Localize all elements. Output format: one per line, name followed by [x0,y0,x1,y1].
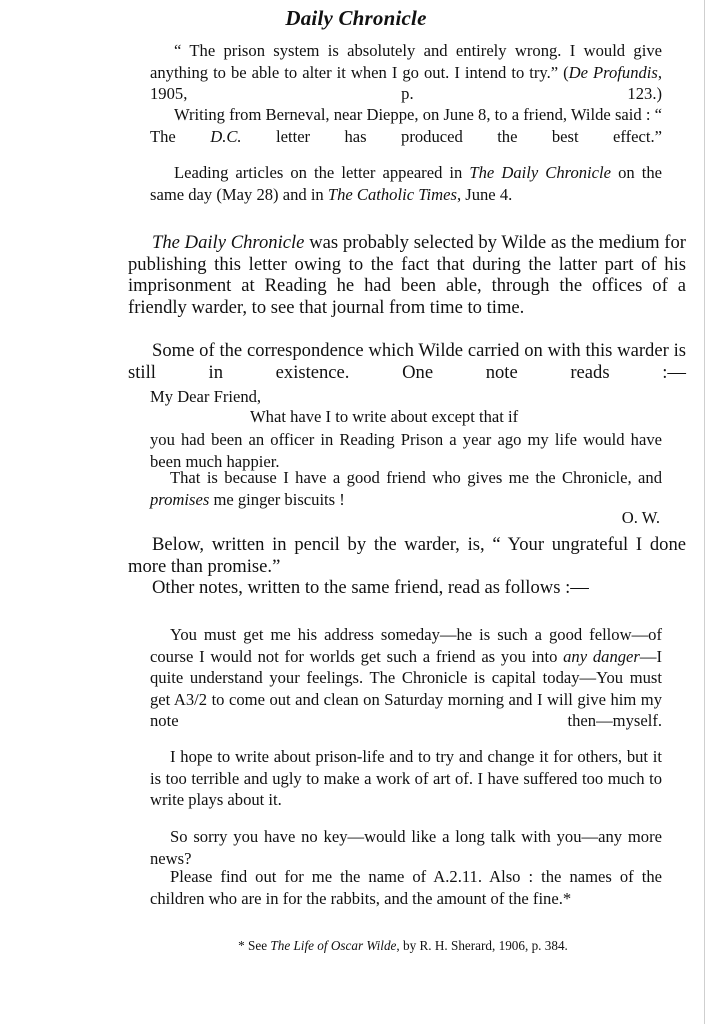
leading-text-c: on the same day (May 28) and in [150,163,662,204]
leading-text-a: Leading articles on the letter appeared in [174,163,470,182]
running-header: Daily Chronicle [285,6,427,30]
body1-daily-chronicle: The Daily Chronicle [152,232,305,253]
quote-source-title: De Profundis [568,62,658,82]
body-paragraph-3: Below, written in pencil by the warder, is, “ Your ungrateful I done more than promise.” [128,534,686,577]
note-paragraph-1: you had been an officer in Reading Prison a year ago my life would have been much happier. [150,430,662,471]
quote-text: “ The prison system is absolutely and entirely wrong. I would give anything to be able to alter it when I go out. I intend to try.” ( [150,41,662,82]
note-first-line: What have I to write about except that if [250,407,519,426]
leading-articles-paragraph [150,162,662,205]
leading-catholic-times: The Catholic Times [327,184,457,204]
quote-paragraph [150,40,662,105]
body2-text: Some of the correspondence which Wilde carried on with this warder is still in existence. One note reads :— [128,340,686,383]
berneval-text-c: letter has produced the best effect.” [241,126,662,146]
notes-paragraph-3: So sorry you have no key—would like a long talk with you—any more news? [150,827,662,868]
note-p2-text-a: That is because I have a good friend who gives me the Chronicle, and [170,468,662,487]
footnote-ref: , by R. H. Sherard, 1906, p. 384. [396,938,568,953]
note-signature: O. W. [621,508,660,527]
note-salutation: My Dear Friend, [150,387,262,406]
notes-paragraph-2: I hope to write about prison-life and to try and change it for others, but it is too terrible and ugly to make a work of art of. I have suffered too much to write plays about it. [150,747,662,809]
note-paragraph-2 [150,467,662,510]
leading-daily-chronicle: The Daily Chronicle [469,163,612,182]
body-paragraph-4: Other notes, written to the same friend, read as follows :— [152,577,589,598]
note-p2-text-c: me ginger biscuits ! [209,489,345,509]
notes-n1-text-c: —I quite understand your feelings. The Chronicle is capital today—You must get A3/2 to come out and clean on Saturday morning and I will give him my note then—myself. [150,646,662,730]
note-promises: promises [150,489,210,509]
notes-n1-text-a: You must get me his address someday—he is such a good fellow—of course I would not for worlds get such a friend as you into [150,625,662,666]
notes-paragraph-1 [150,624,662,732]
footnote-book-title: The Life of Oscar Wilde [270,938,397,953]
leading-text-e: , June 4. [456,184,513,204]
quote-source-ref: , 1905, p. 123.) [150,62,663,103]
notes-paragraph-4: Please find out for me the name of A.2.11. Also : the names of the children who are in for the rabbits, and the amount of the fine.* [150,867,662,908]
berneval-paragraph [150,104,662,147]
body1-text: was probably selected by Wilde as the medium for publishing this letter owing to the fact that during the latter part of his imprisonment at Reading he had been able, through the offices of a friendly warder, to see that journal from time to time. [128,232,686,318]
page-edge [704,0,705,1024]
footnote-marker: * See [238,938,271,953]
berneval-text-a: Writing from Berneval, near Dieppe, on June 8, to a friend, Wilde said : “ The [150,105,662,146]
berneval-dc: D.C. [210,126,242,146]
footnote [142,937,664,955]
body-paragraph-1 [128,232,686,318]
notes-any-danger: any danger [563,646,640,666]
body-paragraph-2 [128,340,686,383]
